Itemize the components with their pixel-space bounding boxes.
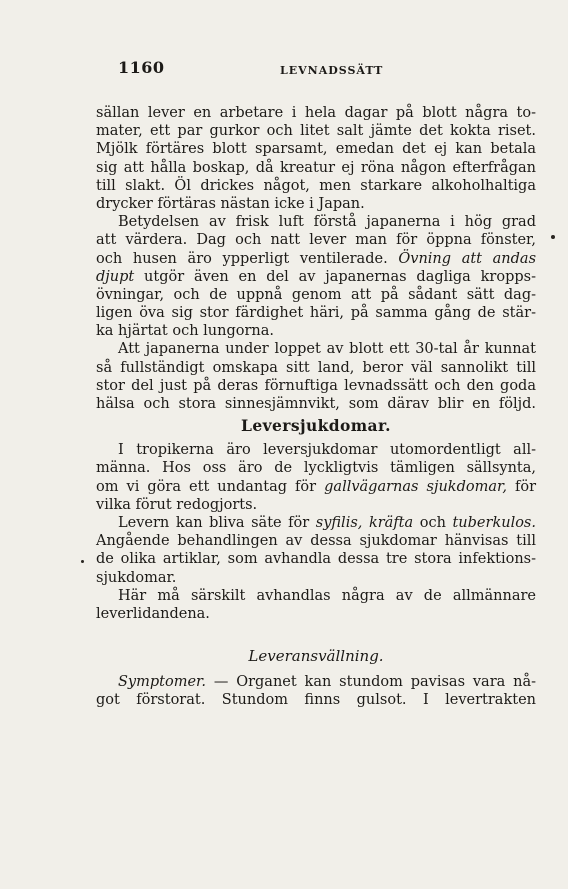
body-text bbox=[96, 104, 536, 709]
text-line: Angående behandlingen av dessa sjukdomar hänvisas till bbox=[96, 533, 536, 550]
page-header bbox=[118, 58, 478, 82]
text-line-mixed bbox=[96, 514, 536, 532]
paragraph-4 bbox=[96, 441, 536, 514]
text-line: Mjölk förtäres blott sparsamt, emedan det ej kan betala bbox=[96, 141, 536, 158]
text-span: och bbox=[419, 514, 446, 531]
italic-term-continued: djupt bbox=[96, 268, 135, 285]
text-line: övningar, och de uppnå genom att på sådant sätt dag- bbox=[96, 286, 536, 303]
italic-term: tuberkulos. bbox=[452, 514, 536, 531]
text-span: utgör även en del av japanernas dagliga kropps- bbox=[134, 268, 536, 285]
text-line: ka hjärtat och lungorna. bbox=[96, 323, 275, 340]
text-line: stor del just på deras förnuftiga levnadssätt och den goda bbox=[96, 377, 536, 394]
paragraph-1 bbox=[96, 104, 536, 213]
text-line: Betydelsen av frisk luft förstå japanerna i hög grad bbox=[118, 214, 536, 231]
text-span: för bbox=[514, 478, 536, 495]
text-line: drycker förtäras nästan icke i Japan. bbox=[96, 195, 365, 212]
page-number: 1160 bbox=[118, 58, 165, 77]
text-line: hälsa och stora sinnesjämnvikt, som därav blir en följd. bbox=[96, 396, 536, 412]
paragraph-6 bbox=[96, 587, 536, 623]
text-line: Att japanerna under loppet av blott ett 30-tal år kunnat bbox=[118, 341, 536, 358]
text-line: de olika artiklar, som avhandla dessa tre stora infektions- bbox=[96, 551, 536, 568]
text-line: got förstorat. Stundom finns gulsot. I levertrakten bbox=[96, 692, 536, 709]
print-speck bbox=[81, 560, 84, 563]
text-line: vilka förut redogjorts. bbox=[96, 496, 258, 513]
text-line-mixed bbox=[96, 673, 536, 691]
text-line-mixed bbox=[96, 250, 536, 268]
text-line: sällan lever en arbetare i hela dagar på blott några to- bbox=[96, 105, 536, 121]
text-line-mixed bbox=[96, 268, 536, 286]
paragraph-2 bbox=[96, 213, 536, 340]
italic-term: Symptomer. bbox=[118, 674, 206, 691]
print-speck bbox=[551, 235, 555, 239]
text-line: att värdera. Dag och natt lever man för öppna fönster, bbox=[96, 232, 536, 249]
text-line: sjukdomar. bbox=[96, 569, 177, 586]
subsection-heading: Leveransvällning. bbox=[248, 647, 384, 666]
italic-term: kräfta bbox=[368, 514, 414, 531]
italic-term: gallvägarnas sjukdomar, bbox=[324, 478, 507, 495]
text-line: leverlidandena. bbox=[96, 605, 210, 622]
italic-term: syfilis, bbox=[315, 514, 363, 531]
text-line: så fullständigt omskapa sitt land, beror väl sannolikt till bbox=[96, 359, 536, 376]
running-title: LEVNADSSÄTT bbox=[280, 64, 384, 77]
paragraph-5 bbox=[96, 514, 536, 587]
text-span: Levern kan bliva säte för bbox=[118, 514, 310, 531]
text-line: Här må särskilt avhandlas några av de allmännare bbox=[118, 587, 536, 604]
paragraph-3 bbox=[96, 340, 536, 413]
text-span: och husen äro ypperligt ventilerade. bbox=[96, 250, 388, 267]
section-heading: Leversjukdomar. bbox=[241, 416, 391, 436]
text-line: till slakt. Öl drickes något, men starkare alkoholhaltiga bbox=[96, 177, 536, 194]
paragraph-7 bbox=[96, 673, 536, 709]
text-span: — Organet kan stundom pavisas vara nå- bbox=[213, 674, 537, 691]
text-line: ligen öva sig stor färdighet häri, på samma gång de stär- bbox=[96, 305, 536, 322]
text-line: sig att hålla boskap, då kreatur ej röna någon efterfrågan bbox=[96, 159, 536, 176]
text-line: I tropikerna äro leversjukdomar utomordentligt all- bbox=[118, 442, 536, 459]
text-span: om vi göra ett undantag för bbox=[96, 478, 317, 495]
text-line: männa. Hos oss äro de lyckligtvis tämligen sällsynta, bbox=[96, 460, 536, 477]
italic-term: Övning att andas bbox=[398, 250, 537, 267]
text-line-mixed bbox=[96, 478, 536, 496]
text-line: mater, ett par gurkor och litet salt jämte det kokta riset. bbox=[96, 123, 536, 140]
